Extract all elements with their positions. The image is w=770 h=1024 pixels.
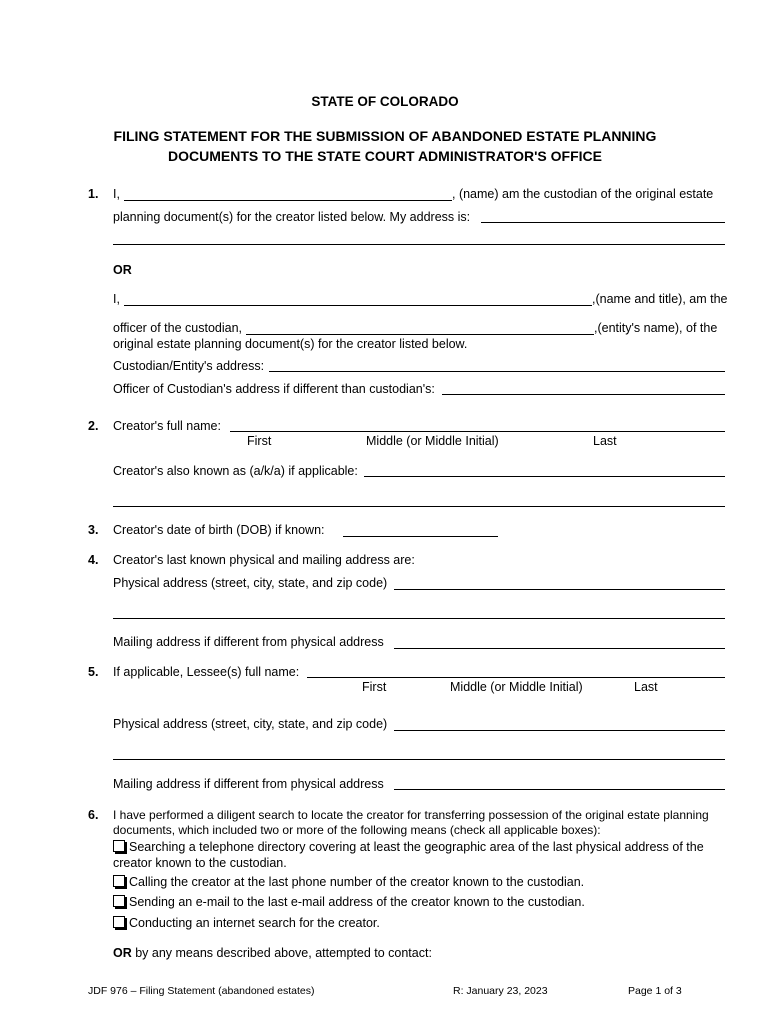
s1-custodian-address-field[interactable]	[269, 371, 725, 372]
s4-physical-field[interactable]	[394, 589, 725, 590]
s2-aka-field[interactable]	[364, 476, 725, 477]
s1-original-docs: original estate planning document(s) for the creator listed below.	[113, 337, 468, 351]
s1-address-field[interactable]	[481, 222, 725, 223]
s5-mailing-label: Mailing address if different from physical address	[113, 777, 384, 791]
s1-name-title-suffix: ,(name and title), am the	[592, 292, 728, 306]
s2-last-caption: Last	[593, 434, 617, 448]
checkbox-internet[interactable]	[113, 916, 125, 928]
s2-aka-field-2[interactable]	[113, 506, 725, 507]
s6-opt1b-text: creator known to the custodian.	[113, 856, 287, 870]
s6-opt4-text: Conducting an internet search for the creator.	[129, 916, 380, 930]
s1-entity-field[interactable]	[246, 334, 594, 335]
s1-address-field-2[interactable]	[113, 244, 725, 245]
s6-line1: I have performed a diligent search to locate the creator for transferring possession of the original estate planning	[113, 808, 709, 822]
s5-first-caption: First	[362, 680, 387, 694]
s3-dob-field[interactable]	[343, 536, 498, 537]
s2-middle-caption: Middle (or Middle Initial)	[366, 434, 499, 448]
s1-custodian-address-label: Custodian/Entity's address:	[113, 359, 265, 373]
s6-option-email[interactable]	[113, 895, 585, 909]
s5-physical-label: Physical address (street, city, state, and zip code)	[113, 717, 388, 731]
footer-revised: R: January 23, 2023	[453, 985, 548, 997]
s4-mailing-label: Mailing address if different from physical address	[113, 635, 384, 649]
s5-physical-field-2[interactable]	[113, 759, 725, 760]
s6-opt2-text: Calling the creator at the last phone number of the creator known to the custodian.	[129, 875, 585, 889]
s5-middle-caption: Middle (or Middle Initial)	[450, 680, 583, 694]
s5-lessee-label: If applicable, Lessee(s) full name:	[113, 665, 300, 679]
s5-last-caption: Last	[634, 680, 658, 694]
section-4-number: 4.	[88, 553, 99, 567]
s6-or-line	[113, 946, 432, 960]
checkbox-calling[interactable]	[113, 875, 125, 887]
s6-option-calling[interactable]	[113, 875, 584, 889]
form-title-line2: DOCUMENTS TO THE STATE COURT ADMINISTRATOR'S OFFICE	[168, 148, 602, 164]
section-5-number: 5.	[88, 665, 99, 679]
state-heading: STATE OF COLORADO	[311, 94, 459, 109]
s2-full-name-field[interactable]	[230, 431, 725, 432]
section-3-number: 3.	[88, 523, 99, 537]
s6-opt1a-text: Searching a telephone directory covering at least the geographic area of the last physical address of the	[129, 840, 704, 854]
footer-form-id: JDF 976 – Filing Statement (abandoned estates)	[88, 985, 315, 997]
s2-first-caption: First	[247, 434, 272, 448]
s6-or: OR	[113, 946, 132, 960]
s1-name-title-field[interactable]	[124, 305, 592, 306]
form-title-line1: FILING STATEMENT FOR THE SUBMISSION OF ABANDONED ESTATE PLANNING	[113, 128, 657, 144]
s1-entity-suffix: ,(entity's name), of the	[594, 321, 718, 335]
s1-i-label: I,	[113, 187, 120, 201]
s6-option-telephone[interactable]	[113, 840, 704, 854]
section-1-number: 1.	[88, 187, 99, 201]
s5-physical-field[interactable]	[394, 730, 725, 731]
s6-opt3-text: Sending an e-mail to the last e-mail address of the creator known to the custodian.	[129, 895, 585, 909]
s1-officer-label: officer of the custodian,	[113, 321, 243, 335]
s6-or-text: by any means described above, attempted to contact:	[131, 946, 432, 960]
checkbox-telephone[interactable]	[113, 840, 125, 852]
s3-dob-label: Creator's date of birth (DOB) if known:	[113, 523, 325, 537]
footer-page: Page 1 of 3	[628, 985, 682, 997]
s4-physical-field-2[interactable]	[113, 618, 725, 619]
s1-i2-label: I,	[113, 292, 120, 306]
s4-mailing-field[interactable]	[394, 648, 725, 649]
section-2-number: 2.	[88, 419, 99, 433]
s5-lessee-field[interactable]	[307, 677, 725, 678]
s6-line2: documents, which included two or more of the following means (check all applicable boxes):	[113, 823, 601, 837]
s5-mailing-field[interactable]	[394, 789, 725, 790]
s4-physical-label: Physical address (street, city, state, and zip code)	[113, 576, 388, 590]
s2-full-name-label: Creator's full name:	[113, 419, 221, 433]
checkbox-email[interactable]	[113, 895, 125, 907]
s1-officer-address-field[interactable]	[442, 394, 725, 395]
s1-name-field[interactable]	[124, 200, 452, 201]
section-6-number: 6.	[88, 808, 99, 822]
s1-officer-address-label: Officer of Custodian's address if different than custodian's:	[113, 382, 435, 396]
s1-address-label: planning document(s) for the creator listed below. My address is:	[113, 210, 471, 224]
s6-option-internet[interactable]	[113, 916, 380, 930]
s1-or: OR	[113, 263, 132, 277]
s1-name-suffix: , (name) am the custodian of the original estate	[452, 187, 714, 201]
s2-aka-label: Creator's also known as (a/k/a) if applicable:	[113, 464, 358, 478]
s4-label: Creator's last known physical and mailing address are:	[113, 553, 415, 567]
